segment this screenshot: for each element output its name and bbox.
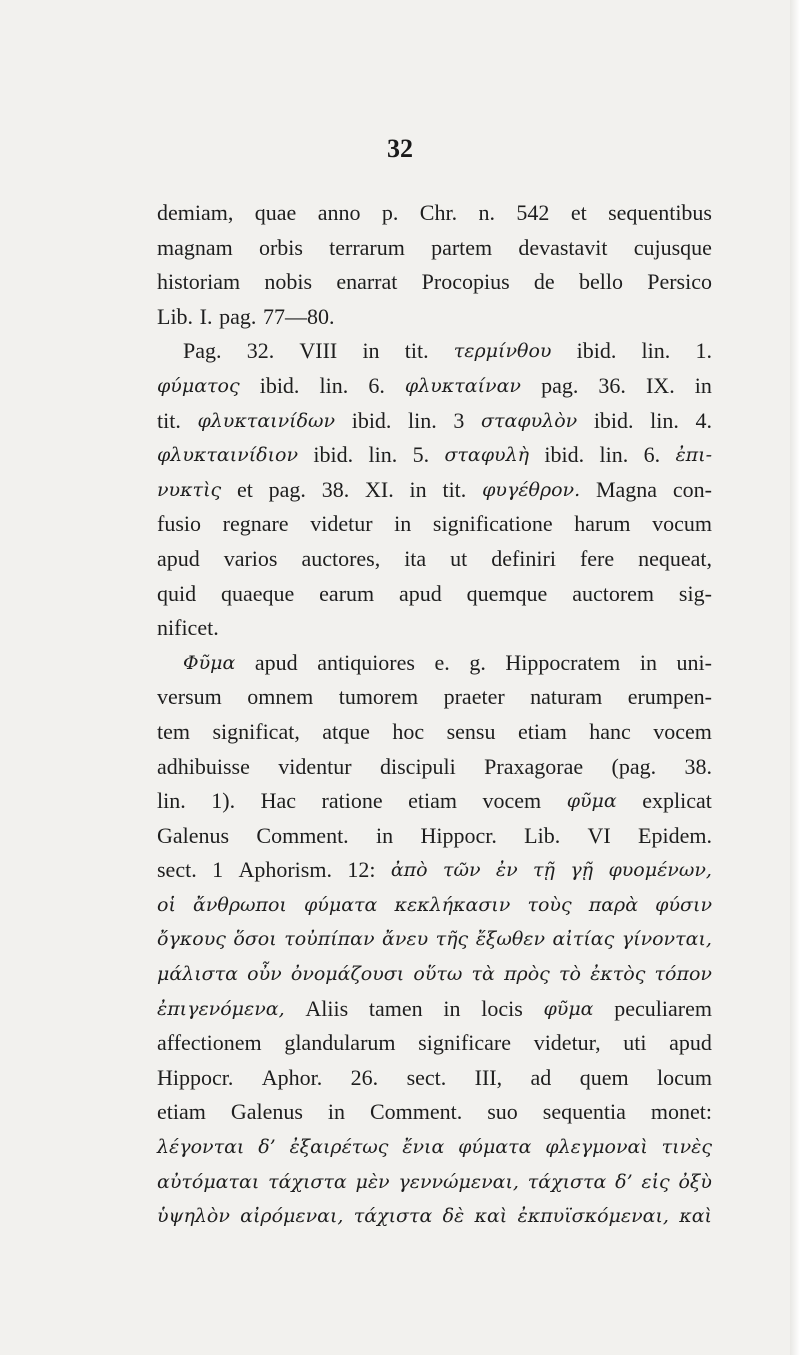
word: apud [399, 580, 442, 606]
word: VIII [299, 338, 338, 364]
word: αἰρόμεναι, [240, 1205, 344, 1228]
text-line [157, 507, 712, 542]
word: p. [381, 200, 399, 225]
word: ibid. [576, 338, 617, 364]
word: lin. [599, 442, 629, 468]
word: Epidem. [638, 822, 712, 848]
word: Persico [647, 269, 712, 295]
word: οὖν [247, 963, 282, 986]
word: auctores, [301, 545, 381, 571]
word: demiam, [157, 200, 234, 225]
word: glandularum [284, 1030, 396, 1056]
word: videtur [310, 511, 373, 537]
word: e. [434, 649, 450, 675]
word: γῇ [570, 859, 594, 882]
word: III, [474, 1064, 503, 1090]
text-line [157, 231, 712, 266]
word: φύματα [304, 893, 378, 916]
word: ibid. [351, 407, 392, 433]
word: discipuli [380, 753, 456, 779]
word: δ’ [615, 1170, 633, 1193]
word: φυομένων, [608, 859, 712, 882]
word: ibid. [544, 442, 585, 468]
word: οὕτω [413, 963, 463, 986]
word: devastavit [518, 234, 608, 260]
word: 6. [643, 442, 661, 468]
word: Hippocr. [157, 1064, 234, 1090]
word: 6. [368, 372, 385, 398]
text-line [157, 473, 712, 508]
word: μάλιστα [157, 963, 238, 986]
word: φυγέθρον. [482, 478, 581, 501]
word: 1). [211, 788, 236, 814]
word: (pag. [611, 753, 657, 779]
word: φῦμα [566, 790, 617, 813]
body-text [157, 196, 712, 1234]
word: uni- [676, 649, 712, 675]
word: ut [450, 545, 468, 571]
word: γεννώμεναι, [398, 1170, 519, 1193]
text-line [157, 819, 712, 854]
word: 3 [453, 407, 465, 433]
word: Comment. [370, 1099, 463, 1125]
word: erumpen- [627, 684, 712, 710]
word: τάχιστα [527, 1170, 607, 1193]
word: tit. [404, 338, 429, 364]
word: anno [317, 200, 361, 225]
word: lin. [319, 372, 349, 398]
text-line [157, 992, 712, 1027]
word: magnam [157, 234, 233, 260]
word: τῶν [442, 859, 481, 882]
word: Magna [595, 476, 658, 502]
text-line [157, 542, 712, 577]
text-line [157, 611, 712, 646]
text-line [157, 888, 712, 923]
word: videntur [278, 753, 352, 779]
word: Procopius [421, 269, 510, 295]
text-line [157, 265, 712, 300]
word: φῦμα [543, 997, 594, 1020]
word: significare [418, 1030, 512, 1056]
word: quaeque [221, 580, 295, 606]
word: earum [319, 580, 375, 606]
word: φλυκταίναν [404, 374, 521, 397]
word: sect. [157, 857, 197, 883]
word: lin. [408, 407, 437, 433]
word: bello [578, 269, 623, 295]
word: significatione [432, 511, 553, 537]
text-line [157, 1026, 712, 1061]
word: de [533, 269, 555, 295]
word: λέγονται [157, 1136, 245, 1159]
word: φύματος [157, 374, 240, 397]
text-line [157, 1130, 712, 1165]
word: nequeat, [638, 545, 712, 571]
word: ὀξὺ [678, 1170, 712, 1193]
word: Hippocr. [420, 822, 497, 848]
word: antiquiores [317, 649, 415, 675]
word: τάχιστα [268, 1170, 347, 1193]
word: vocem [653, 718, 712, 744]
word: apud [669, 1030, 712, 1056]
text-line [157, 715, 712, 750]
word: harum [574, 511, 631, 537]
word: naturam [530, 684, 603, 710]
word: τερμίνθου [453, 340, 552, 363]
word: φύσιν [655, 893, 712, 916]
word: δὲ [442, 1205, 465, 1228]
word: Hippocratem [505, 649, 621, 675]
word: Aphorism. [238, 857, 332, 883]
page-number: 32 [387, 134, 413, 163]
word: τῇ [533, 859, 555, 882]
word: πρὸς [504, 963, 550, 986]
word: tit. [442, 476, 467, 502]
word: etiam [517, 718, 567, 744]
word: ὄγκους [157, 928, 226, 951]
word: ἄνευ [382, 928, 429, 951]
word: hanc [589, 718, 631, 744]
word: ἔξωθεν [475, 928, 546, 951]
text-line [157, 300, 712, 335]
word: 12: [347, 857, 376, 883]
word: οἱ [157, 893, 176, 916]
word: partem [431, 234, 493, 260]
word: 5. [412, 442, 430, 468]
word: locum [656, 1064, 712, 1090]
word: sig- [678, 580, 712, 606]
text-line [157, 1095, 712, 1130]
word: ὀνομάζουσι [290, 963, 405, 986]
word: sequentibus [608, 200, 712, 225]
word: κεκλήκασιν [394, 893, 511, 916]
word: tem [157, 718, 190, 744]
word: τὸ [558, 963, 581, 986]
word: τάχιστα [353, 1205, 433, 1228]
word: lin. [650, 407, 679, 433]
word: et [236, 476, 253, 502]
word: φλυκταινίδων [197, 409, 336, 432]
text-line [157, 196, 712, 231]
text-line [157, 577, 712, 612]
text-line [157, 750, 712, 785]
word: τοὐπίπαν [284, 928, 375, 951]
word: apud [254, 649, 298, 675]
word: adhibuisse [157, 753, 250, 779]
word: sect. [406, 1064, 447, 1090]
word: pag. [541, 372, 579, 398]
word: tamen [368, 995, 423, 1021]
word: ἔνια [402, 1136, 445, 1159]
word: varios [223, 545, 278, 571]
word: terrarum [329, 234, 405, 260]
word: et [570, 200, 587, 225]
text-line [157, 680, 712, 715]
word: in [394, 511, 412, 537]
word: lin. [641, 338, 671, 364]
word: XI. [365, 476, 394, 502]
word: quid [157, 580, 197, 606]
word: atque [322, 718, 370, 744]
word: δ’ [258, 1136, 276, 1159]
word: quem [579, 1064, 629, 1090]
word: 38. [684, 753, 712, 779]
word: IX. [645, 372, 675, 398]
word: ibid. [313, 442, 354, 468]
word: videtur, [533, 1030, 601, 1056]
word: καὶ [474, 1205, 508, 1228]
word: regnare [222, 511, 289, 537]
word: ὑψηλὸν [157, 1205, 230, 1228]
word: Lib. [157, 303, 194, 329]
word: γίνονται, [621, 928, 712, 951]
word: cujusque [633, 234, 712, 260]
word: sequentia [542, 1099, 626, 1125]
word: ἐπι- [675, 444, 712, 467]
word: n. [478, 200, 495, 225]
word: affectionem [157, 1030, 262, 1056]
word: 38. [321, 476, 350, 502]
word: ἐκπυϊσκόμεναι, [517, 1205, 669, 1228]
word: locis [481, 995, 523, 1021]
word: ibid. [593, 407, 634, 433]
word: in [639, 649, 657, 675]
text-line [157, 646, 712, 681]
word: Chr. [419, 200, 458, 225]
text-line [157, 1165, 712, 1200]
word: 4. [695, 407, 712, 433]
word: Aphor. [261, 1064, 323, 1090]
word: nobis [264, 269, 313, 295]
word: Galenus [157, 822, 230, 848]
word: τινὲς [661, 1136, 712, 1159]
word: τόπον [654, 963, 712, 986]
word: etiam [408, 788, 458, 814]
word: VI [587, 822, 611, 848]
word: monet: [650, 1099, 712, 1125]
word: φλυκταινίδιον [157, 444, 299, 467]
word: ratione [321, 788, 383, 814]
word: I. [199, 303, 213, 329]
word: enarrat [336, 269, 398, 295]
word: αὐτόμαται [157, 1170, 260, 1193]
word: peculiarem [614, 995, 712, 1021]
word: τοὺς [527, 893, 572, 916]
word: lin. [368, 442, 398, 468]
word: 32. [246, 338, 275, 364]
word: 542 [516, 200, 550, 225]
word: μὲν [355, 1170, 390, 1193]
word: nificet. [157, 615, 219, 641]
word: quae [254, 200, 297, 225]
word: φύματα [458, 1136, 532, 1159]
text-line [157, 1199, 712, 1234]
word: significat, [212, 718, 300, 744]
word: tit. [157, 407, 181, 433]
word: καὶ [679, 1205, 712, 1228]
word: quemque [466, 580, 548, 606]
word: νυκτὶς [157, 478, 222, 501]
word: suo [487, 1099, 518, 1125]
word: pag. [219, 303, 257, 329]
word: ita [404, 545, 427, 571]
word: lin. [157, 788, 186, 814]
word: Lib. [524, 822, 561, 848]
word: tumorem [338, 684, 419, 710]
word: σταφυλὸν [481, 409, 578, 432]
word: φλεγμοναὶ [545, 1136, 648, 1159]
text-line [157, 784, 712, 819]
word: τὰ [471, 963, 495, 986]
word: versum [157, 684, 222, 710]
word: 26. [350, 1064, 379, 1090]
word: ad [530, 1064, 552, 1090]
word: pag. [268, 476, 306, 502]
text-line [157, 1061, 712, 1096]
word: ἄνθρωποι [193, 893, 287, 916]
word: omnem [247, 684, 314, 710]
word: ὅσοι [233, 928, 277, 951]
word: ibid. [259, 372, 300, 398]
text-line [157, 404, 712, 439]
word: in [409, 476, 427, 502]
word: in [327, 1099, 346, 1125]
text-line [157, 853, 712, 888]
text-line [157, 922, 712, 957]
word: Comment. [256, 822, 349, 848]
word: Pag. [183, 338, 222, 364]
word: ἐκτὸς [590, 963, 646, 986]
word: Praxagorae [484, 753, 584, 779]
text-line [157, 438, 712, 473]
word: 77—80. [262, 303, 335, 329]
word: historiam [157, 269, 241, 295]
word: ἐξαιρέτως [289, 1136, 389, 1159]
word: vocum [652, 511, 712, 537]
word: fere [579, 545, 615, 571]
word: ἐπιγενόμενα, [157, 997, 285, 1020]
word: in [362, 338, 380, 364]
word: con- [672, 476, 712, 502]
word: uti [623, 1030, 647, 1056]
word: τῆς [435, 928, 469, 951]
word: 36. [598, 372, 626, 398]
word: Galenus [230, 1099, 303, 1125]
word: orbis [258, 234, 303, 260]
word: Aliis [305, 995, 349, 1021]
word: sensu [446, 718, 496, 744]
text-line [157, 334, 712, 369]
word: Φῦμα [183, 651, 236, 674]
word: αἰτίας [552, 928, 615, 951]
word: παρὰ [588, 893, 639, 916]
word: in [376, 822, 394, 848]
word: apud [157, 545, 200, 571]
word: ἀπὸ [390, 859, 428, 882]
word: fusio [157, 511, 201, 537]
word: in [694, 372, 712, 398]
word: εἰς [641, 1170, 670, 1193]
word: g. [469, 649, 486, 675]
page-edge [790, 0, 800, 1355]
word: 1 [212, 857, 224, 883]
word: explicat [642, 788, 712, 814]
text-line [157, 957, 712, 992]
word: etiam [157, 1099, 206, 1125]
word: auctorem [572, 580, 655, 606]
word: σταφυλὴ [444, 444, 530, 467]
word: Hac [260, 788, 297, 814]
text-line [157, 369, 712, 404]
word: praeter [443, 684, 505, 710]
word: definiri [491, 545, 556, 571]
word: ἐν [495, 859, 518, 882]
word: vocem [482, 788, 542, 814]
word: in [443, 995, 461, 1021]
word: hoc [392, 718, 425, 744]
word: 1. [695, 338, 712, 364]
